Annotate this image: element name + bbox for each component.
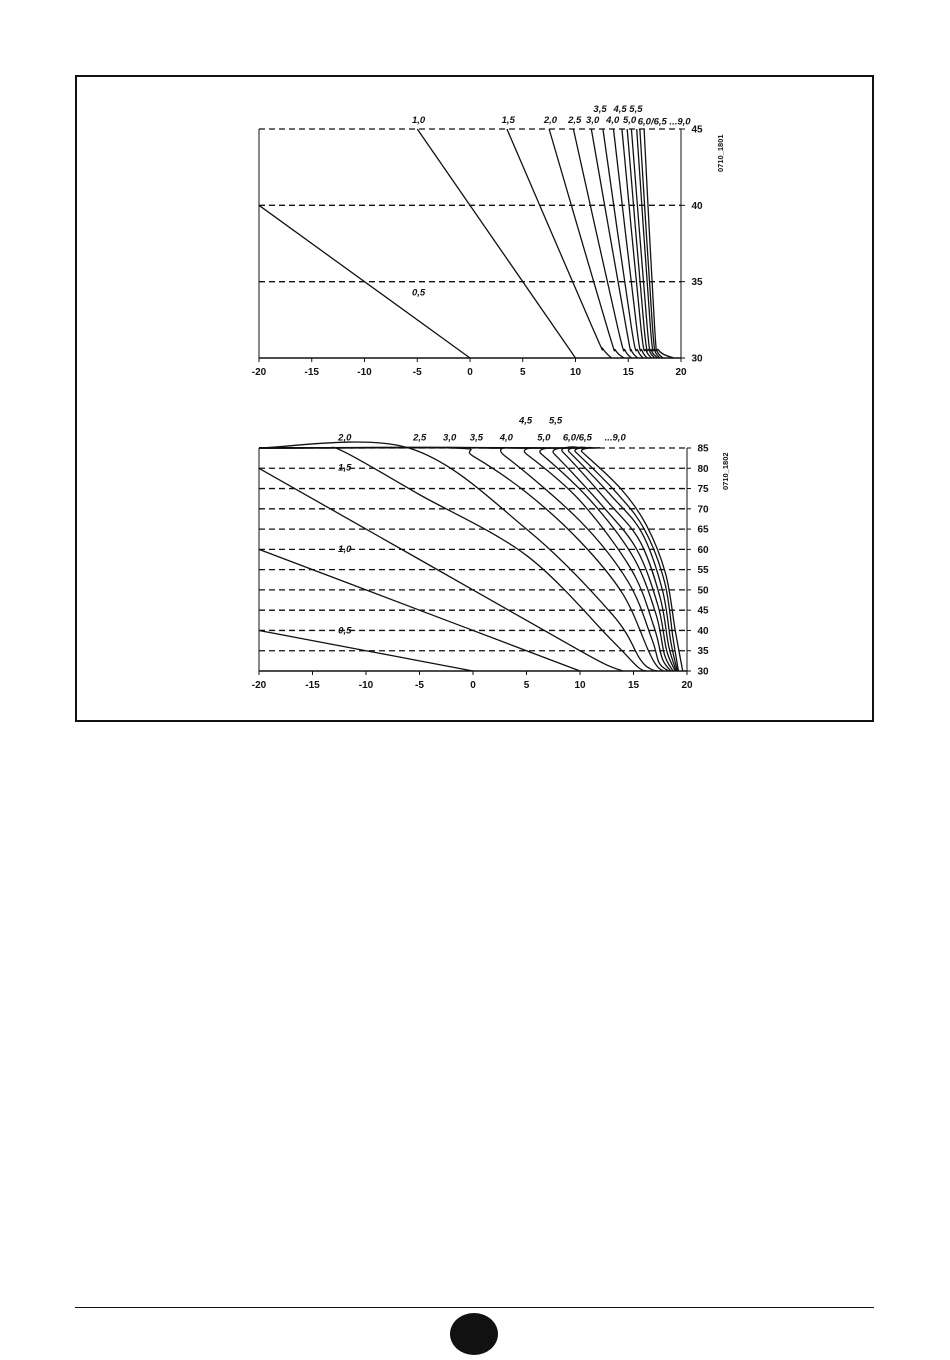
y-tick-label: 50 (697, 585, 709, 597)
y-tick-label: 70 (697, 504, 709, 516)
y-tick-label: 60 (697, 544, 709, 556)
x-tick-label: 20 (675, 367, 687, 378)
page-number-badge (450, 1313, 498, 1355)
series-line-2-5 (259, 442, 657, 671)
figure-code: 0710_1802 (721, 452, 730, 490)
chart-top (252, 104, 725, 378)
curve-label: 0,5 (338, 625, 352, 637)
curve-label: 3,5 (593, 104, 607, 116)
y-tick-label: 45 (691, 124, 703, 136)
x-tick-label: 5 (519, 367, 526, 378)
curve-label: 3,0 (586, 114, 600, 126)
curve-label: 0,5 (411, 287, 426, 299)
curve-label: 2,5 (413, 432, 427, 444)
curve-label: 3,0 (443, 432, 457, 444)
curve-label: 4,0 (499, 432, 513, 444)
y-tick-label: 75 (697, 484, 709, 496)
curve-label: 4,0 (606, 114, 620, 126)
curve-label: 1,5 (338, 462, 352, 474)
x-tick-label: 15 (627, 680, 640, 691)
curve-label: 2,0 (543, 114, 558, 126)
series-line-9-0 (644, 129, 674, 358)
y-tick-label: 40 (697, 625, 709, 637)
x-tick-label: -10 (358, 680, 374, 691)
y-tick-label: 65 (697, 524, 709, 536)
series-line-4-5 (259, 448, 673, 671)
series-line-2-0 (259, 447, 646, 671)
curve-label: 3,5 (469, 432, 484, 444)
x-tick-label: 5 (523, 680, 530, 691)
y-tick-label: 80 (697, 463, 709, 475)
y-tick-label: 35 (691, 277, 703, 289)
x-tick-label: 0 (467, 367, 473, 378)
curve-label: 2,0 (338, 432, 352, 444)
series-line-9-0 (259, 448, 683, 671)
y-tick-label: 30 (697, 666, 709, 678)
x-tick-label: -5 (415, 680, 424, 691)
curve-label: ...9,0 (604, 432, 626, 444)
figure-code: 0710_1801 (716, 134, 725, 172)
series-line-1-0 (417, 129, 575, 358)
curve-label: 1,0 (338, 544, 352, 556)
curve-label: 5,5 (629, 104, 643, 116)
curve-label: 5,0 (537, 432, 551, 444)
y-tick-label: 45 (697, 605, 709, 617)
curve-label: 5,0 (622, 114, 637, 126)
curve-label: 4,5 (613, 104, 627, 116)
x-tick-label: 10 (574, 680, 586, 691)
curve-label: 4,5 (519, 415, 533, 427)
curve-label: 6,0/6,5 (562, 432, 592, 444)
y-tick-label: 30 (691, 353, 703, 365)
x-tick-label: -10 (357, 367, 372, 378)
curve-label: 2,5 (568, 114, 582, 126)
x-tick-label: 0 (470, 680, 476, 691)
x-tick-label: -20 (251, 680, 267, 691)
x-tick-label: 10 (569, 367, 582, 378)
y-tick-label: 40 (691, 200, 703, 212)
y-tick-label: 35 (697, 646, 709, 658)
x-tick-label: -5 (412, 367, 422, 378)
series-line-3-5 (259, 447, 669, 671)
curve-label: 6,0/6,5 ...9,0 (637, 116, 691, 128)
series-line-3-0 (259, 447, 663, 671)
x-tick-label: -15 (305, 680, 320, 691)
curve-label: 1,0 (411, 114, 426, 126)
x-tick-label: -15 (304, 367, 319, 378)
series-line-2-0 (549, 129, 624, 358)
curve-label: 5,5 (548, 415, 563, 427)
y-tick-label: 55 (697, 565, 709, 577)
footer-rule (75, 1307, 874, 1308)
y-tick-label: 85 (697, 443, 709, 455)
curve-label: 1,5 (501, 114, 515, 126)
x-tick-label: -20 (251, 367, 267, 378)
x-tick-label: 15 (622, 367, 634, 378)
chart-bottom (252, 416, 730, 691)
x-tick-label: 20 (681, 680, 693, 691)
